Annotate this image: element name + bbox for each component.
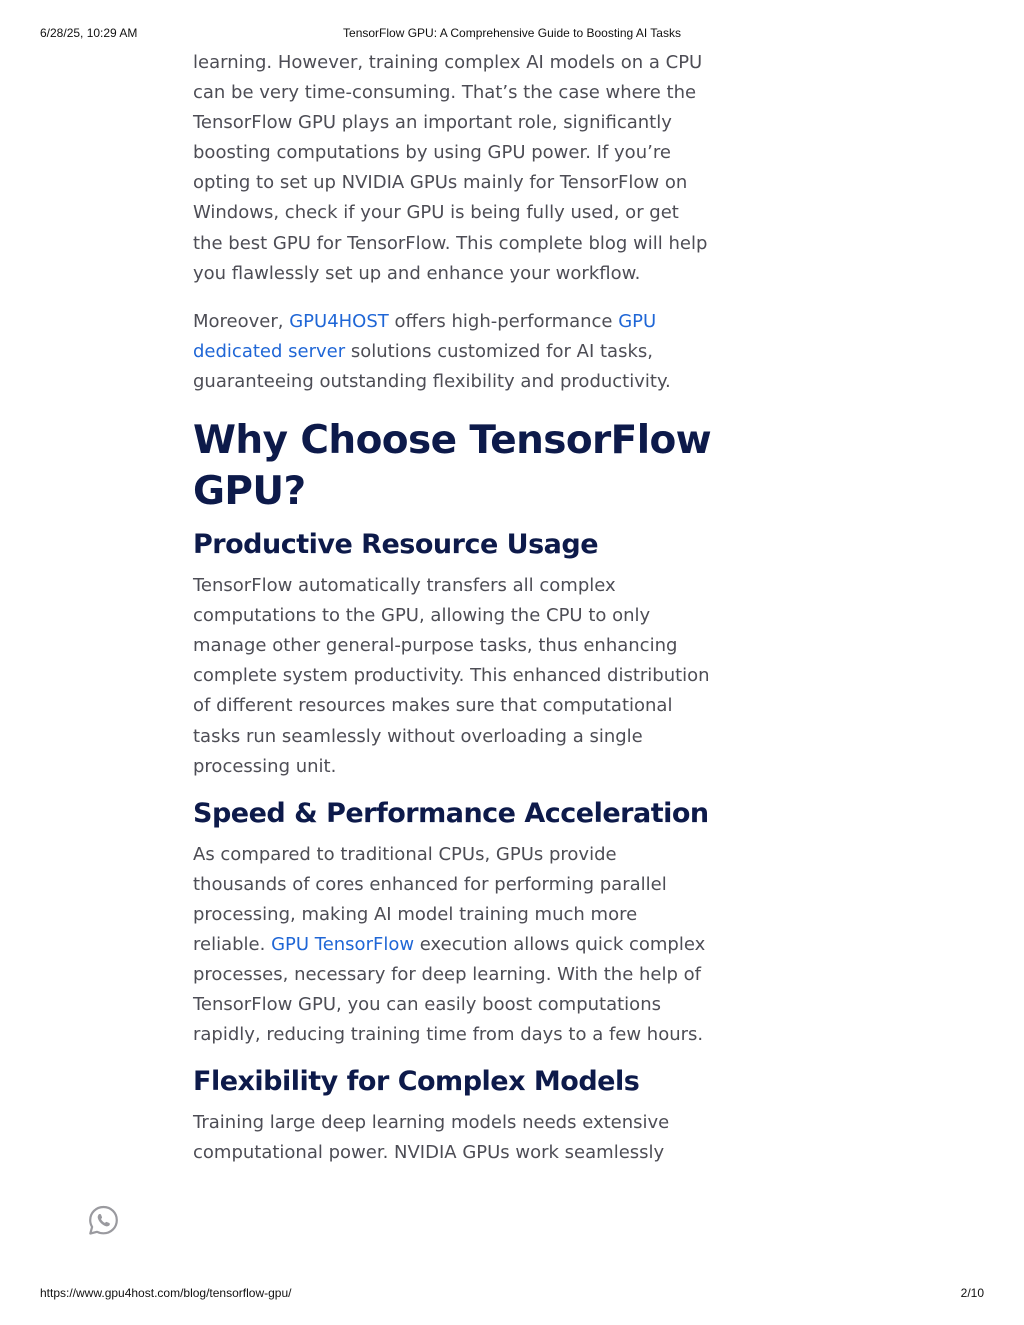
speed-text-1: As compared to traditional CPUs, GPUs provide thousands of cores enhanced for performing parallel processing, making AI model training much more reliable.: [193, 843, 667, 955]
flexibility-paragraph: Training large deep learning models needs extensive computational power. NVIDIA GPUs work seamlessly: [193, 1112, 670, 1164]
moreover-paragraph: [193, 307, 713, 397]
subheading-speed-performance: Speed & Performance Acceleration: [193, 797, 709, 829]
section-heading-why-choose: Why Choose TensorFlow GPU?: [193, 418, 712, 515]
whatsapp-icon[interactable]: [87, 1204, 120, 1237]
speed-performance-paragraph: [193, 840, 713, 1051]
moreover-text-2: offers high-performance: [388, 310, 619, 332]
moreover-text-3: solutions customized for AI tasks, guaranteeing outstanding flexibility and productivity.: [193, 340, 671, 392]
print-date: 6/28/25, 10:29 AM: [40, 26, 138, 40]
subheading-flexibility: Flexibility for Complex Models: [193, 1066, 640, 1098]
page-number: 2/10: [960, 1286, 984, 1300]
gpu-dedicated-server-link[interactable]: GPU dedicated server: [193, 310, 657, 362]
print-footer: [40, 1286, 984, 1302]
speed-text-2: execution allows quick complex processes, necessary for deep learning. With the help of TensorFlow GPU, you can easily boost computations rapidly, reducing training time from days to a few hours.: [193, 933, 706, 1046]
subheading-resource-usage: Productive Resource Usage: [193, 529, 599, 561]
gpu4host-link[interactable]: GPU4HOST: [289, 310, 389, 332]
print-title: TensorFlow GPU: A Comprehensive Guide to Boosting AI Tasks: [343, 26, 681, 40]
intro-paragraph: learning. However, training complex AI models on a CPU can be very time-consuming. That’s the case where the TensorFlow GPU plays an important role, significantly boosting computations by using GPU power. If you’re opting to set up NVIDIA GPUs mainly for TensorFlow on Windows, check if your GPU is being fully used, or get the best GPU for TensorFlow. This complete blog will help you flawlessly set up and enhance your workflow.: [193, 52, 708, 284]
print-url: https://www.gpu4host.com/blog/tensorflow-gpu/: [40, 1286, 292, 1300]
article-body: [193, 48, 713, 1187]
resource-usage-paragraph: TensorFlow automatically transfers all complex computations to the GPU, allowing the CPU to only manage other general-purpose tasks, thus enhancing complete system productivity. This enhanced distribution of different resources makes sure that computational tasks run seamlessly without overloading a single processing unit.: [193, 575, 710, 777]
print-header: [40, 26, 984, 42]
gpu-tensorflow-link[interactable]: GPU TensorFlow: [271, 933, 415, 955]
moreover-text-1: Moreover,: [193, 310, 290, 332]
